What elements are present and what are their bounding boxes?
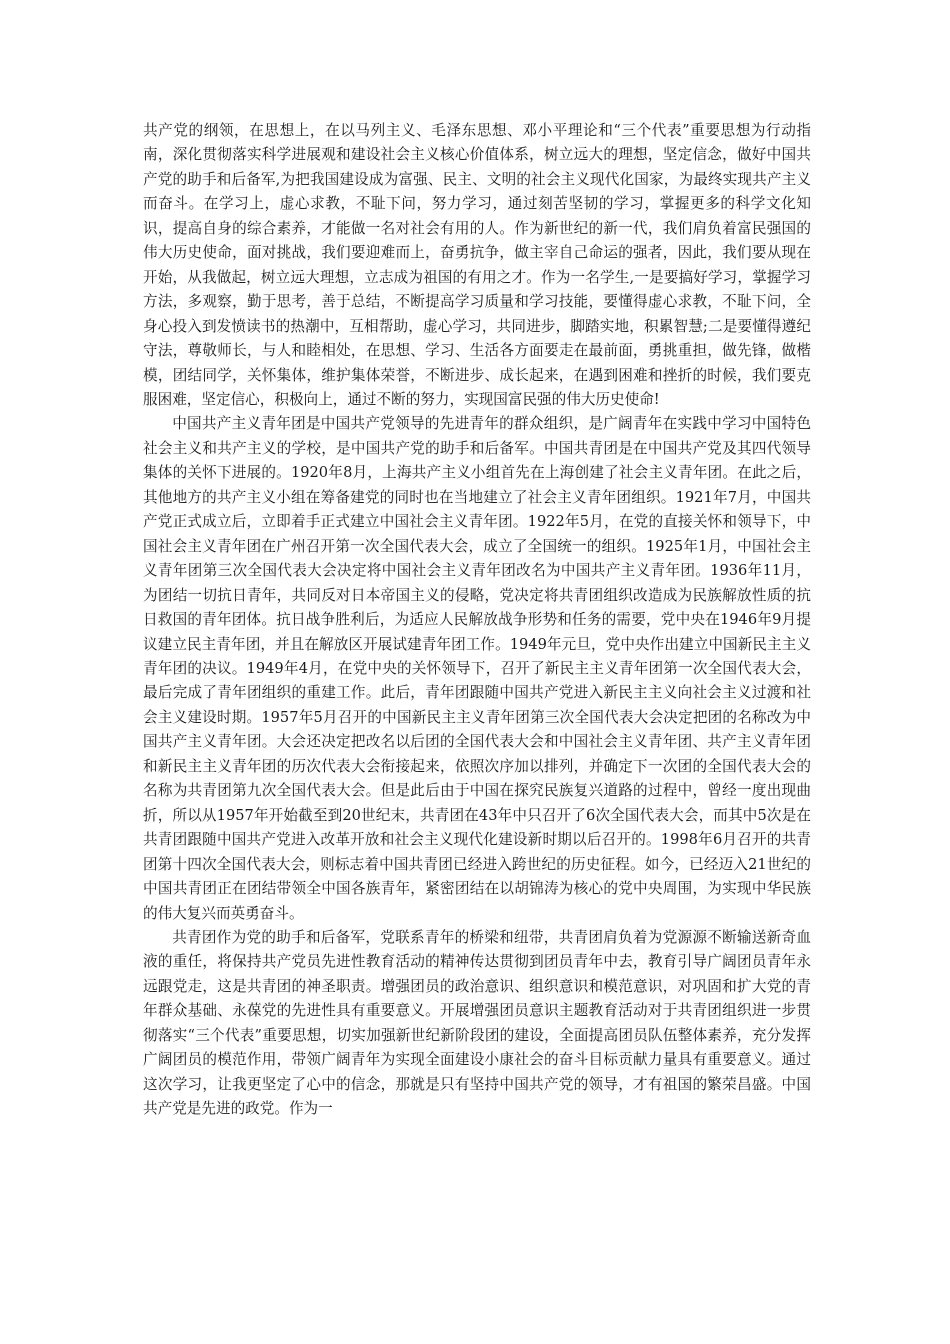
paragraph-2: 中国共产主义青年团是中国共产党领导的先进青年的群众组织，是广阔青年在实践中学习中国特色社会主义和共产主义的学校，是中国共产党的助手和后备军。中国共青团是在中国共产党及其四代领导集体的关怀下进展的。1920年8月，上海共产主义小组首先在上海创建了社会主义青年团。在此之后，其他地方的共产主义小组在筹备建党的同时也在当地建立了社会主义青年团组织。1921年7月，中国共产党正式成立后，立即着手正式建立中国社会主义青年团。1922年5月，在党的直接关怀和领导下，中国社会主义青年团在广州召开第一次全国代表大会，成立了全国统一的组织。1925年1月，中国社会主义青年团第三次全国代表大会决定将中国社会主义青年团改名为中国共产主义青年团。1936年11月，为团结一切抗日青年，共同反对日本帝国主义的侵略，党决定将共青团组织改造成为民族解放性质的抗日救国的青年团体。抗日战争胜利后，为适应人民解放战争形势和任务的需要，党中央在1946年9月提议建立民主青年团，并且在解放区开展试建青年团工作。1949年元旦，党中央作出建立中国新民主主义青年团的决议。1949年4月，在党中央的关怀领导下，召开了新民主主义青年团第一次全国代表大会，最后完成了青年团组织的重建工作。此后，青年团跟随中国共产党进入新民主主义向社会主义过渡和社会主义建设时期。1957年5月召开的中国新民主主义青年团第三次全国代表大会决定把团的名称改为中国共产主义青年团。大会还决定把改名以后团的全国代表大会和中国社会主义青年团、共产主义青年团和新民主主义青年团的历次代表大会衔接起来，依照次序加以排列，并确定下一次团的全国代表大会的名称为共青团第九次全国代表大会。但是此后由于中国在探究民族复兴道路的过程中，曾经一度出现曲折，所以从1957年开始截至到20世纪末，共青团在43年中只召开了6次全国代表大会，而其中5次是在共青团跟随中国共产党进入改革开放和社会主义现代化建设新时期以后召开的。1998年6月召开的共青团第十四次全国代表大会，则标志着中国共青团已经进入跨世纪的历史征程。如今，已经迈入21世纪的中国共青团正在团结带领全中国各族青年，紧密团结在以胡锦涛为核心的党中央周围，为实现中华民族的伟大复兴而英勇奋斗。 <box>143 415 811 922</box>
document-body <box>143 119 811 1122</box>
paragraph-1: 共产党的纲领，在思想上，在以马列主义、毛泽东思想、邓小平理论和“三个代表”重要思想为行动指南，深化贯彻落实科学进展观和建设社会主义核心价值体系，树立远大的理想，坚定信念，做好中国共产党的助手和后备军,为把我国建设成为富强、民主、文明的社会主义现代化国家，为最终实现共产主义而奋斗。在学习上，虚心求教，不耻下问，努力学习，通过刻苦坚韧的学习，掌握更多的科学文化知识，提高自身的综合素养，才能做一名对社会有用的人。作为新世纪的新一代，我们肩负着富民强国的伟大历史使命，面对挑战，我们要迎难而上，奋勇抗争，做主宰自己命运的强者，因此，我们要从现在开始，从我做起，树立远大理想，立志成为祖国的有用之才。作为一名学生,一是要搞好学习，掌握学习方法，多观察，勤于思考，善于总结，不断提高学习质量和学习技能，要懂得虚心求教，不耻下问，全身心投入到发愤读书的热潮中，互相帮助，虚心学习，共同进步，脚踏实地，积累智慧;二是要懂得遵纪守法，尊敬师长，与人和睦相处，在思想、学习、生活各方面要走在最前面，勇挑重担，做先锋，做楷模，团结同学，关怀集体，维护集体荣誉，不断进步、成长起来，在遇到困难和挫折的时候，我们要克服困难，坚定信心，积极向上，通过不断的努力，实现国富民强的伟大历史使命! <box>143 122 811 408</box>
paragraph-3: 共青团作为党的助手和后备军，党联系青年的桥梁和纽带，共青团肩负着为党源源不断输送新奇血液的重任，将保持共产党员先进性教育活动的精神传达贯彻到团员青年中去，教育引导广阔团员青年永远跟党走，这是共青团的神圣职责。增强团员的政治意识、组织意识和模范意识，对巩固和扩大党的青年群众基础、永葆党的先进性具有重要意义。开展增强团员意识主题教育活动对于共青团组织进一步贯彻落实“三个代表”重要思想，切实加强新世纪新阶段团的建设，全面提高团员队伍整体素养，充分发挥广阔团员的模范作用，带领广阔青年为实现全面建设小康社会的奋斗目标贡献力量具有重要意义。通过这次学习，让我更坚定了心中的信念，那就是只有坚持中国共产党的领导，才有祖国的繁荣昌盛。中国共产党是先进的政党。作为一 <box>143 928 811 1118</box>
